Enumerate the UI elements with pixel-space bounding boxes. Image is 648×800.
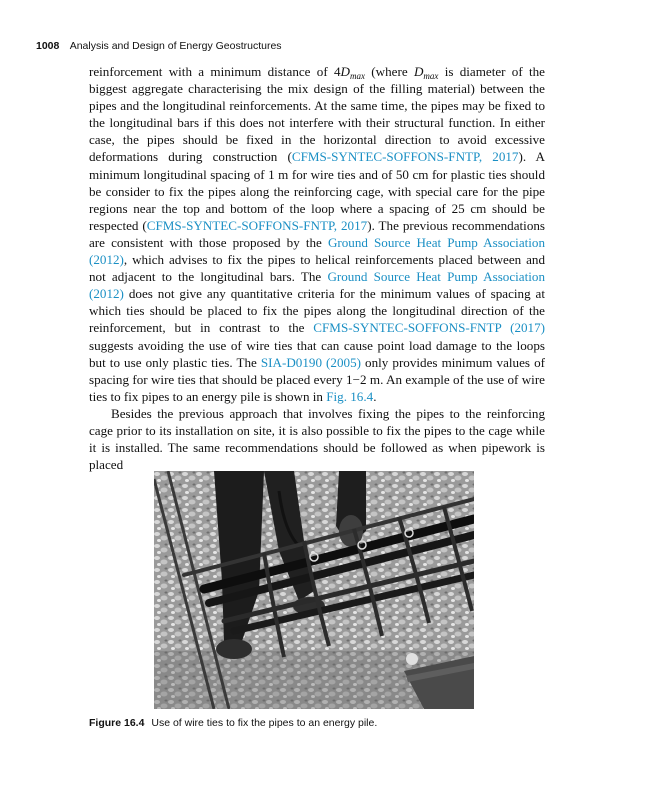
figure-caption [89,717,549,729]
body-text [89,63,545,473]
figure-caption-text: Use of wire ties to fix the pipes to an energy pile. [151,717,378,729]
reference-link[interactable]: Ground Source Heat Pump Association (2012) [89,234,546,268]
reference-link[interactable]: CFMS-SYNTEC-SOFFONS-FNTP (2017) [313,320,546,336]
photo-wire-ties-energy-pile [154,471,474,709]
text-run: D [413,64,424,79]
text-run: ). A minimum longitudinal spacing of 1 m for wire ties and of 50 cm for plastic ties should be consider to fix the pipes along the reinforcing cage, with special care for the pipe regions near the top and bottom of the loop where a spacing of 25 cm should be respected ( [89,149,546,233]
text-run: (where [365,64,414,79]
running-title: Analysis and Design of Energy Geostructures [69,40,282,52]
reference-link[interactable]: SIA-D0190 (2005) [260,354,361,370]
reference-link[interactable]: CFMS-SYNTEC-SOFFONS-FNTP, 2017 [291,149,519,165]
text-run: only provides minimum values of spacing for wire ties that should be placed every 1−2 m. An example of the use of wire ties to fix pipes to an energy pile is shown in [89,354,545,404]
text-run: max [423,71,439,81]
text-run: max [350,71,365,81]
text-run: , which advises to fix the pipes to helical reinforcements placed between and not adjacent to the longitudinal bars. The [89,252,545,285]
reference-link[interactable]: Fig. 16.4 [326,388,374,404]
figure-label: Figure 16.4 [89,717,145,729]
text-run: ). The previous recommendations are consistent with those proposed by the [89,217,546,250]
running-head [36,40,282,52]
text-run: . [373,388,377,404]
paragraph-1 [89,63,545,405]
text-run: reinforcement with a minimum distance of 4 [89,64,341,79]
paragraph-2: Besides the previous approach that involves fixing the pipes to the reinforcing cage prior to its installation on site, it is also possible to fix the pipes to the cage while it is installed. The same recommendations should be followed as when pipework is placed [89,405,545,473]
text-run: D [340,64,350,79]
text-run: suggests avoiding the use of wire ties that can cause point load damage to the loops but to use only plastic ties. The [89,337,545,370]
text-run: does not give any quantitative criteria for the minimum values of spacing at which ties should be placed to fix the pipes along the longitudinal direction of the reinforcement, but in contrast to the [89,286,545,336]
text-run: is diameter of the biggest aggregate characterising the mix design of the filling material) between the pipes and the longitudinal reinforcements. At the same time, the pipes may be fixed to the longitudinal bars if this does not interfere with their structural function. In either case, the pipes should be fixed in the horizontal direction to avoid excessive deformations during construction ( [89,64,545,165]
page-number: 1008 [36,40,60,52]
reference-link[interactable]: Ground Source Heat Pump Association (2012) [89,269,545,302]
reference-link[interactable]: CFMS-SYNTEC-SOFFONS-FNTP, 2017 [146,217,368,233]
figure-photo [154,471,474,709]
